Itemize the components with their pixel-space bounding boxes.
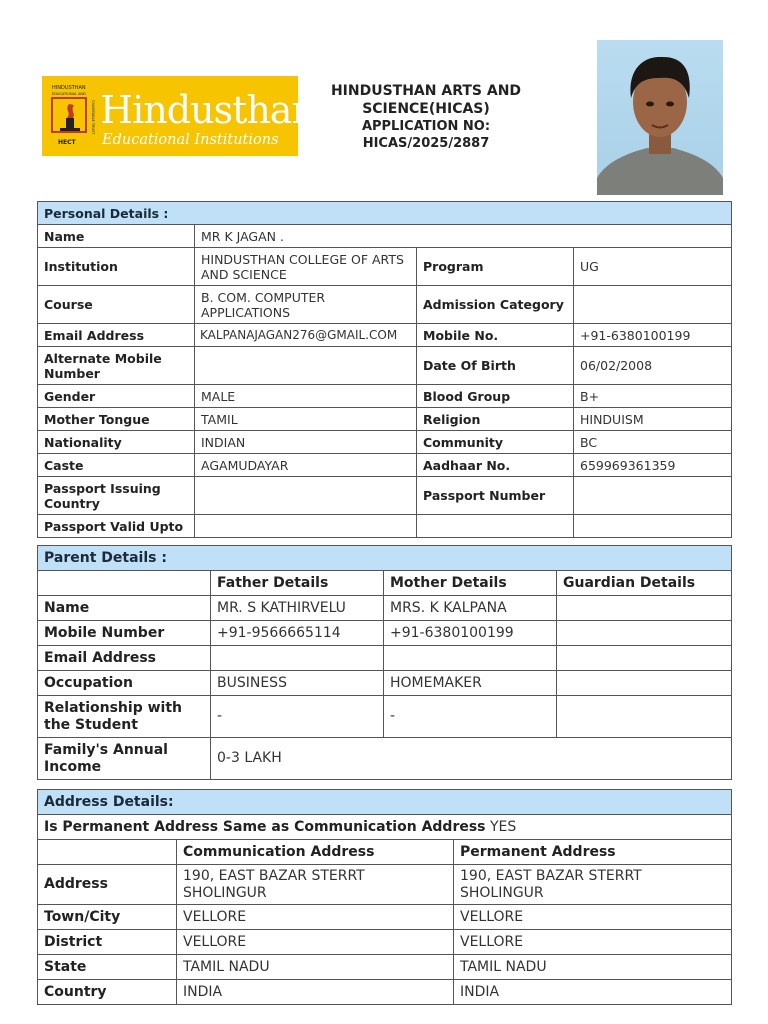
email-value: KALPANAJAGAN276@GMAIL.COM bbox=[195, 324, 417, 347]
passport-valid-label: Passport Valid Upto bbox=[38, 515, 195, 538]
community-label: Community bbox=[417, 431, 574, 454]
permanent-town: VELLORE bbox=[454, 905, 732, 930]
institution-label: Institution bbox=[38, 248, 195, 286]
passport-country-value bbox=[195, 477, 417, 515]
aadhaar-value: 659969361359 bbox=[574, 454, 732, 477]
admission-category-value bbox=[574, 286, 732, 324]
college-name-line2: SCIENCE(HICAS) bbox=[362, 101, 490, 117]
annual-income-label: Family's Annual Income bbox=[38, 738, 211, 780]
same-address-row bbox=[38, 815, 732, 840]
parent-email-label: Email Address bbox=[38, 646, 211, 671]
passport-number-value bbox=[574, 477, 732, 515]
guardian-details-header: Guardian Details bbox=[557, 571, 732, 596]
program-label: Program bbox=[417, 248, 574, 286]
mother-tongue-value: TAMIL bbox=[195, 408, 417, 431]
passport-number-label: Passport Number bbox=[417, 477, 574, 515]
course-label: Course bbox=[38, 286, 195, 324]
communication-town: VELLORE bbox=[177, 905, 454, 930]
empty-cell bbox=[38, 840, 177, 865]
town-label: Town/City bbox=[38, 905, 177, 930]
mother-mobile: +91-6380100199 bbox=[384, 621, 557, 646]
father-email bbox=[211, 646, 384, 671]
guardian-relationship bbox=[557, 696, 732, 738]
same-address-question: Is Permanent Address Same as Communication Address bbox=[44, 818, 486, 835]
address-details-table bbox=[37, 789, 732, 1005]
empty-cell bbox=[38, 571, 211, 596]
alternate-mobile-label: Alternate Mobile Number bbox=[38, 347, 195, 385]
mother-tongue-label: Mother Tongue bbox=[38, 408, 195, 431]
state-label: State bbox=[38, 955, 177, 980]
same-address-answer: YES bbox=[489, 818, 517, 835]
torch-emblem-icon bbox=[48, 82, 100, 150]
college-name-line1: HINDUSTHAN ARTS AND bbox=[330, 83, 522, 99]
application-number-value: HICAS/2025/2887 bbox=[362, 136, 490, 151]
name-value: MR K JAGAN . bbox=[195, 225, 732, 248]
caste-value: AGAMUDAYAR bbox=[195, 454, 417, 477]
mother-relationship: - bbox=[384, 696, 557, 738]
caste-label: Caste bbox=[38, 454, 195, 477]
permanent-address-value: 190, EAST BAZAR STERRT SHOLINGUR bbox=[454, 865, 732, 905]
parent-mobile-label: Mobile Number bbox=[38, 621, 211, 646]
mobile-value: +91-6380100199 bbox=[574, 324, 732, 347]
guardian-name bbox=[557, 596, 732, 621]
permanent-district: VELLORE bbox=[454, 930, 732, 955]
parent-occupation-label: Occupation bbox=[38, 671, 211, 696]
alternate-mobile-value bbox=[195, 347, 417, 385]
address-label: Address bbox=[38, 865, 177, 905]
father-occupation: BUSINESS bbox=[211, 671, 384, 696]
dob-value: 06/02/2008 bbox=[574, 347, 732, 385]
blood-group-value: B+ bbox=[574, 385, 732, 408]
aadhaar-label: Aadhaar No. bbox=[417, 454, 574, 477]
institution-value: HINDUSTHAN COLLEGE OF ARTS AND SCIENCE bbox=[195, 248, 417, 286]
course-value: B. COM. COMPUTER APPLICATIONS bbox=[195, 286, 417, 324]
communication-country: INDIA bbox=[177, 980, 454, 1005]
father-mobile: +91-9566665114 bbox=[211, 621, 384, 646]
guardian-mobile bbox=[557, 621, 732, 646]
permanent-address-header: Permanent Address bbox=[454, 840, 732, 865]
religion-label: Religion bbox=[417, 408, 574, 431]
mobile-label: Mobile No. bbox=[417, 324, 574, 347]
communication-address-header: Communication Address bbox=[177, 840, 454, 865]
dob-label: Date Of Birth bbox=[417, 347, 574, 385]
application-header bbox=[300, 82, 552, 152]
nationality-value: INDIAN bbox=[195, 431, 417, 454]
mother-details-header: Mother Details bbox=[384, 571, 557, 596]
student-photo bbox=[597, 40, 723, 195]
parent-name-label: Name bbox=[38, 596, 211, 621]
logo-brand: Hindusthan bbox=[100, 88, 315, 132]
logo-tagline: Educational Institutions bbox=[102, 132, 279, 148]
permanent-state: TAMIL NADU bbox=[454, 955, 732, 980]
name-label: Name bbox=[38, 225, 195, 248]
passport-country-label: Passport Issuing Country bbox=[38, 477, 195, 515]
community-value: BC bbox=[574, 431, 732, 454]
permanent-country: INDIA bbox=[454, 980, 732, 1005]
gender-label: Gender bbox=[38, 385, 195, 408]
institution-logo bbox=[42, 76, 315, 156]
parent-details-table bbox=[37, 545, 732, 780]
father-name: MR. S KATHIRVELU bbox=[211, 596, 384, 621]
mother-email bbox=[384, 646, 557, 671]
nationality-label: Nationality bbox=[38, 431, 195, 454]
communication-address-value: 190, EAST BAZAR STERRT SHOLINGUR bbox=[177, 865, 454, 905]
svg-text:EDUCATIONAL AND: EDUCATIONAL AND bbox=[52, 92, 86, 96]
annual-income-value: 0-3 LAKH bbox=[211, 738, 732, 780]
district-label: District bbox=[38, 930, 177, 955]
personal-details-heading: Personal Details : bbox=[38, 202, 732, 225]
guardian-occupation bbox=[557, 671, 732, 696]
empty-cell bbox=[574, 515, 732, 538]
father-relationship: - bbox=[211, 696, 384, 738]
mother-occupation: HOMEMAKER bbox=[384, 671, 557, 696]
program-value: UG bbox=[574, 248, 732, 286]
passport-valid-value bbox=[195, 515, 417, 538]
email-label: Email Address bbox=[38, 324, 195, 347]
blood-group-label: Blood Group bbox=[417, 385, 574, 408]
svg-text:HINDUSTHAN: HINDUSTHAN bbox=[52, 85, 86, 91]
empty-cell bbox=[417, 515, 574, 538]
gender-value: MALE bbox=[195, 385, 417, 408]
religion-value: HINDUISM bbox=[574, 408, 732, 431]
application-number-label: APPLICATION NO: bbox=[361, 119, 491, 134]
country-label: Country bbox=[38, 980, 177, 1005]
parent-details-heading: Parent Details : bbox=[38, 546, 732, 571]
admission-category-label: Admission Category bbox=[417, 286, 574, 324]
relationship-label: Relationship with the Student bbox=[38, 696, 211, 738]
logo-hect-text: HECT bbox=[58, 139, 76, 146]
communication-state: TAMIL NADU bbox=[177, 955, 454, 980]
personal-details-table bbox=[37, 201, 732, 538]
guardian-email bbox=[557, 646, 732, 671]
mother-name: MRS. K KALPANA bbox=[384, 596, 557, 621]
address-details-heading: Address Details: bbox=[38, 790, 732, 815]
father-details-header: Father Details bbox=[211, 571, 384, 596]
svg-text:CHARITABLE TRUST: CHARITABLE TRUST bbox=[91, 100, 95, 135]
communication-district: VELLORE bbox=[177, 930, 454, 955]
